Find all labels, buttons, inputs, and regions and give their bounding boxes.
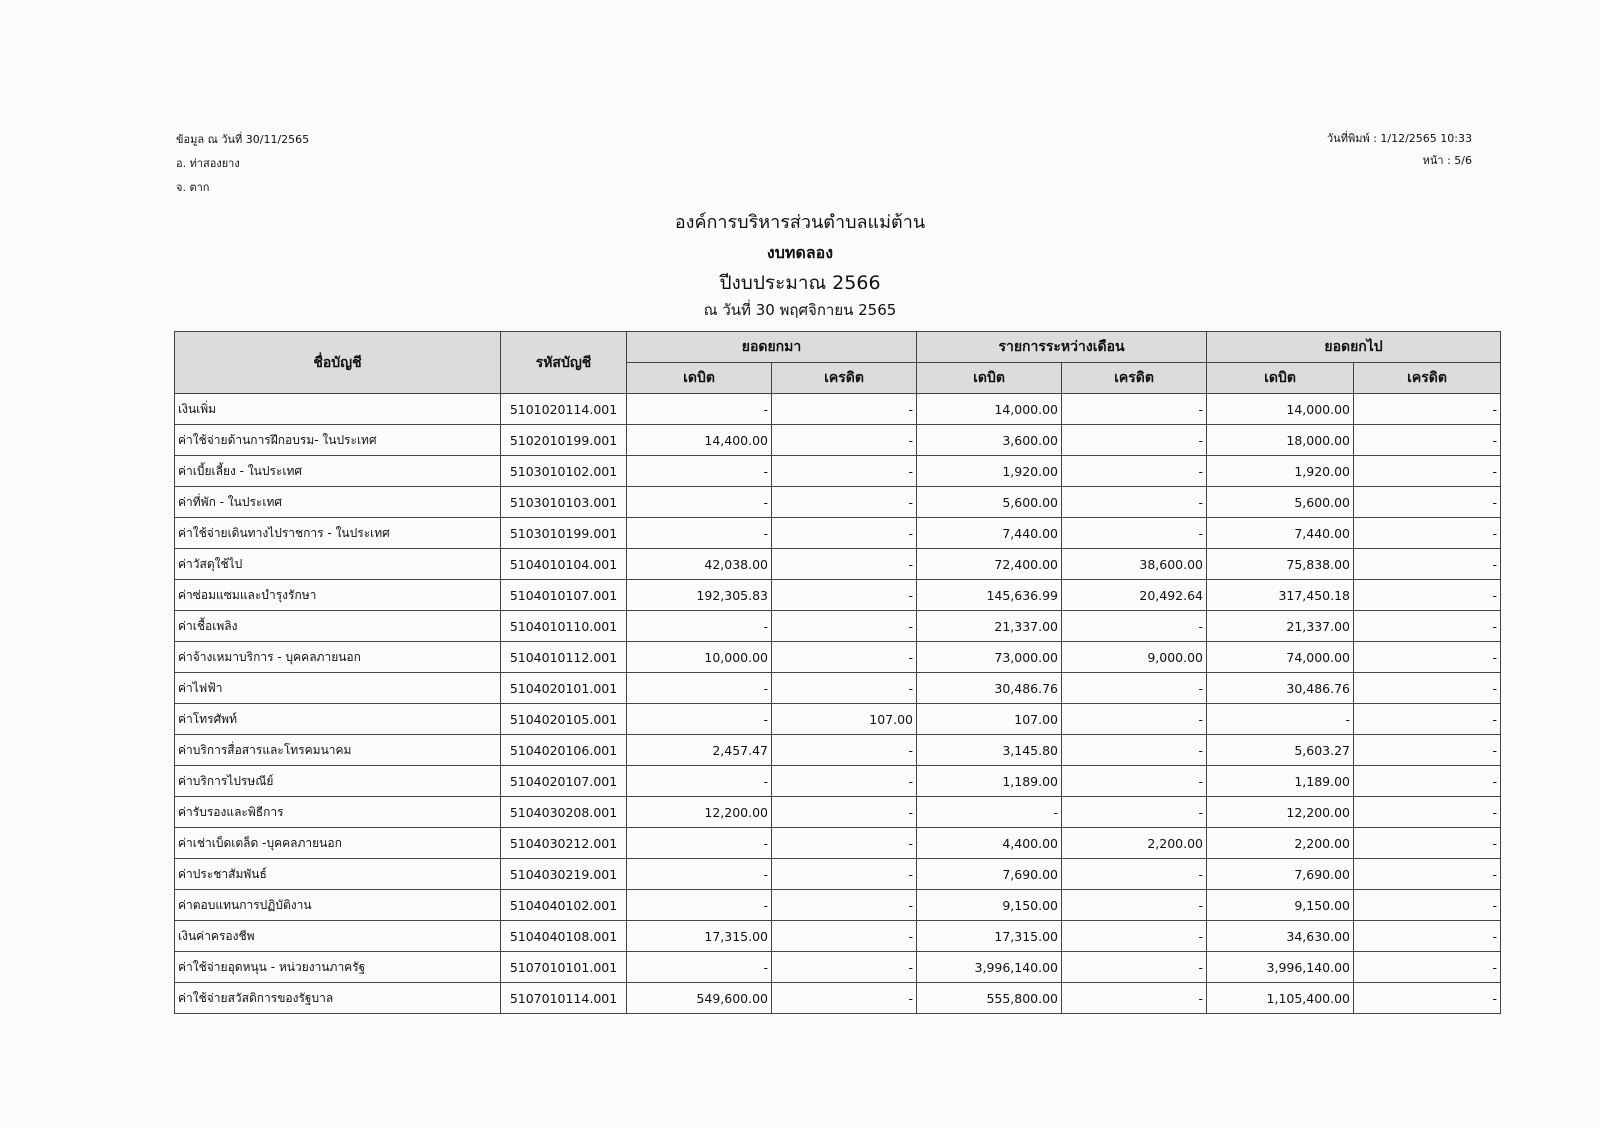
- fiscal-year: ปีงบประมาณ 2566: [719, 272, 881, 294]
- carried-in-debit-cell: -: [627, 611, 772, 642]
- carried-in-debit-cell: 10,000.00: [627, 642, 772, 673]
- account-code-cell: 5107010101.001: [501, 952, 627, 983]
- carried-in-debit-cell: 549,600.00: [627, 983, 772, 1014]
- header-credit: เครดิต: [772, 363, 917, 394]
- table-body: [175, 394, 1501, 1014]
- carried-in-credit-cell: -: [772, 611, 917, 642]
- account-name-cell: เงินเพิ่ม: [175, 394, 501, 425]
- month-debit-cell: 72,400.00: [917, 549, 1062, 580]
- account-code-cell: 5103010103.001: [501, 487, 627, 518]
- carried-out-credit-cell: -: [1354, 394, 1501, 425]
- month-credit-cell: -: [1062, 456, 1207, 487]
- carried-out-credit-cell: -: [1354, 673, 1501, 704]
- month-credit-cell: -: [1062, 518, 1207, 549]
- carried-out-credit-cell: -: [1354, 704, 1501, 735]
- report-meta-right: [1327, 128, 1472, 172]
- month-debit-cell: 145,636.99: [917, 580, 1062, 611]
- account-name-cell: ค่าวัสดุใช้ไป: [175, 549, 501, 580]
- carried-in-debit-cell: 17,315.00: [627, 921, 772, 952]
- carried-in-debit-cell: -: [627, 828, 772, 859]
- table-row: [175, 983, 1501, 1014]
- carried-in-credit-cell: -: [772, 549, 917, 580]
- carried-out-credit-cell: -: [1354, 797, 1501, 828]
- carried-out-debit-cell: -: [1207, 704, 1354, 735]
- district: อ. ท่าสองยาง: [176, 157, 240, 170]
- carried-in-debit-cell: -: [627, 890, 772, 921]
- carried-out-debit-cell: 2,200.00: [1207, 828, 1354, 859]
- month-debit-cell: 7,690.00: [917, 859, 1062, 890]
- header-carried-in: ยอดยกมา: [627, 332, 917, 363]
- carried-out-credit-cell: -: [1354, 549, 1501, 580]
- table-row: [175, 704, 1501, 735]
- carried-in-credit-cell: -: [772, 735, 917, 766]
- carried-out-debit-cell: 7,440.00: [1207, 518, 1354, 549]
- carried-out-credit-cell: -: [1354, 828, 1501, 859]
- carried-in-credit-cell: -: [772, 797, 917, 828]
- header-debit: เดบิต: [1207, 363, 1354, 394]
- table-row: [175, 890, 1501, 921]
- carried-in-debit-cell: 42,038.00: [627, 549, 772, 580]
- trial-balance-table: [174, 331, 1501, 1014]
- table-row: [175, 735, 1501, 766]
- carried-in-debit-cell: 12,200.00: [627, 797, 772, 828]
- account-code-cell: 5104010112.001: [501, 642, 627, 673]
- carried-in-credit-cell: -: [772, 580, 917, 611]
- carried-out-debit-cell: 5,600.00: [1207, 487, 1354, 518]
- carried-out-credit-cell: -: [1354, 611, 1501, 642]
- account-code-cell: 5107010114.001: [501, 983, 627, 1014]
- month-credit-cell: 20,492.64: [1062, 580, 1207, 611]
- carried-out-credit-cell: -: [1354, 642, 1501, 673]
- month-credit-cell: 38,600.00: [1062, 549, 1207, 580]
- month-credit-cell: 9,000.00: [1062, 642, 1207, 673]
- table-row: [175, 518, 1501, 549]
- carried-out-debit-cell: 18,000.00: [1207, 425, 1354, 456]
- month-credit-cell: -: [1062, 487, 1207, 518]
- month-credit-cell: -: [1062, 611, 1207, 642]
- table-row: [175, 642, 1501, 673]
- carried-out-debit-cell: 1,105,400.00: [1207, 983, 1354, 1014]
- carried-in-credit-cell: -: [772, 952, 917, 983]
- month-debit-cell: 30,486.76: [917, 673, 1062, 704]
- header-account-name: ชื่อบัญชี: [175, 332, 501, 394]
- header-credit: เครดิต: [1354, 363, 1501, 394]
- table-row: [175, 425, 1501, 456]
- account-name-cell: ค่าเบี้ยเลี้ยง - ในประเทศ: [175, 456, 501, 487]
- header-carried-out: ยอดยกไป: [1207, 332, 1501, 363]
- account-name-cell: ค่าใช้จ่ายเดินทางไปราชการ - ในประเทศ: [175, 518, 501, 549]
- month-credit-cell: -: [1062, 797, 1207, 828]
- carried-out-credit-cell: -: [1354, 580, 1501, 611]
- month-credit-cell: -: [1062, 983, 1207, 1014]
- header-debit: เดบิต: [627, 363, 772, 394]
- carried-out-credit-cell: -: [1354, 921, 1501, 952]
- month-debit-cell: 7,440.00: [917, 518, 1062, 549]
- carried-out-debit-cell: 30,486.76: [1207, 673, 1354, 704]
- month-debit-cell: 1,189.00: [917, 766, 1062, 797]
- month-credit-cell: -: [1062, 952, 1207, 983]
- account-name-cell: ค่าใช้จ่ายสวัสดิการของรัฐบาล: [175, 983, 501, 1014]
- month-credit-cell: -: [1062, 766, 1207, 797]
- month-credit-cell: -: [1062, 704, 1207, 735]
- report-title-block: [0, 208, 1600, 322]
- account-name-cell: ค่าเช่าเบ็ดเตล็ด -บุคคลภายนอก: [175, 828, 501, 859]
- carried-in-credit-cell: -: [772, 828, 917, 859]
- document-title: งบทดลอง: [766, 243, 834, 262]
- account-name-cell: ค่าใช้จ่ายด้านการฝึกอบรม- ในประเทศ: [175, 425, 501, 456]
- account-name-cell: ค่าจ้างเหมาบริการ - บุคคลภายนอก: [175, 642, 501, 673]
- carried-out-debit-cell: 14,000.00: [1207, 394, 1354, 425]
- carried-in-credit-cell: -: [772, 766, 917, 797]
- carried-in-debit-cell: -: [627, 394, 772, 425]
- header-credit: เครดิต: [1062, 363, 1207, 394]
- table-row: [175, 456, 1501, 487]
- month-debit-cell: 14,000.00: [917, 394, 1062, 425]
- month-credit-cell: -: [1062, 425, 1207, 456]
- account-code-cell: 5104040108.001: [501, 921, 627, 952]
- carried-in-debit-cell: -: [627, 766, 772, 797]
- month-debit-cell: 555,800.00: [917, 983, 1062, 1014]
- carried-out-debit-cell: 3,996,140.00: [1207, 952, 1354, 983]
- carried-in-credit-cell: -: [772, 673, 917, 704]
- carried-in-credit-cell: -: [772, 983, 917, 1014]
- table-row: [175, 828, 1501, 859]
- month-debit-cell: 21,337.00: [917, 611, 1062, 642]
- carried-in-debit-cell: -: [627, 859, 772, 890]
- table-row: [175, 487, 1501, 518]
- month-debit-cell: 1,920.00: [917, 456, 1062, 487]
- month-credit-cell: -: [1062, 673, 1207, 704]
- carried-out-debit-cell: 1,189.00: [1207, 766, 1354, 797]
- account-name-cell: ค่าบริการสื่อสารและโทรคมนาคม: [175, 735, 501, 766]
- carried-in-debit-cell: -: [627, 518, 772, 549]
- carried-out-debit-cell: 74,000.00: [1207, 642, 1354, 673]
- account-name-cell: ค่าไฟฟ้า: [175, 673, 501, 704]
- carried-in-credit-cell: -: [772, 487, 917, 518]
- month-debit-cell: 9,150.00: [917, 890, 1062, 921]
- account-name-cell: ค่าซ่อมแซมและบำรุงรักษา: [175, 580, 501, 611]
- data-date: ข้อมูล ณ วันที่ 30/11/2565: [176, 133, 310, 146]
- carried-in-debit-cell: -: [627, 952, 772, 983]
- carried-in-debit-cell: -: [627, 456, 772, 487]
- account-name-cell: ค่าประชาสัมพันธ์: [175, 859, 501, 890]
- carried-out-credit-cell: -: [1354, 456, 1501, 487]
- account-code-cell: 5104020101.001: [501, 673, 627, 704]
- organization-name: องค์การบริหารส่วนตำบลแม่ต้าน: [674, 212, 926, 233]
- table-row: [175, 859, 1501, 890]
- carried-in-credit-cell: -: [772, 518, 917, 549]
- account-name-cell: ค่าบริการไปรษณีย์: [175, 766, 501, 797]
- table-row: [175, 921, 1501, 952]
- table-row: [175, 673, 1501, 704]
- account-code-cell: 5101020114.001: [501, 394, 627, 425]
- carried-out-credit-cell: -: [1354, 983, 1501, 1014]
- account-name-cell: ค่าเชื้อเพลิง: [175, 611, 501, 642]
- carried-in-debit-cell: 2,457.47: [627, 735, 772, 766]
- header-during-month: รายการระหว่างเดือน: [917, 332, 1207, 363]
- month-debit-cell: 5,600.00: [917, 487, 1062, 518]
- table-row: [175, 766, 1501, 797]
- account-name-cell: ค่ารับรองและพิธีการ: [175, 797, 501, 828]
- table-row: [175, 549, 1501, 580]
- carried-in-credit-cell: -: [772, 859, 917, 890]
- report-meta-left: [176, 128, 309, 200]
- month-debit-cell: 107.00: [917, 704, 1062, 735]
- carried-in-credit-cell: -: [772, 394, 917, 425]
- carried-out-debit-cell: 75,838.00: [1207, 549, 1354, 580]
- month-debit-cell: 3,145.80: [917, 735, 1062, 766]
- carried-in-credit-cell: -: [772, 642, 917, 673]
- carried-out-debit-cell: 9,150.00: [1207, 890, 1354, 921]
- account-code-cell: 5104030219.001: [501, 859, 627, 890]
- carried-out-credit-cell: -: [1354, 487, 1501, 518]
- account-code-cell: 5102010199.001: [501, 425, 627, 456]
- carried-in-credit-cell: -: [772, 456, 917, 487]
- carried-out-debit-cell: 7,690.00: [1207, 859, 1354, 890]
- month-debit-cell: 4,400.00: [917, 828, 1062, 859]
- carried-out-debit-cell: 12,200.00: [1207, 797, 1354, 828]
- carried-in-debit-cell: 14,400.00: [627, 425, 772, 456]
- carried-out-credit-cell: -: [1354, 766, 1501, 797]
- carried-in-credit-cell: -: [772, 921, 917, 952]
- carried-out-debit-cell: 34,630.00: [1207, 921, 1354, 952]
- month-credit-cell: 2,200.00: [1062, 828, 1207, 859]
- month-credit-cell: -: [1062, 735, 1207, 766]
- carried-in-credit-cell: 107.00: [772, 704, 917, 735]
- carried-in-debit-cell: -: [627, 487, 772, 518]
- carried-out-credit-cell: -: [1354, 425, 1501, 456]
- month-credit-cell: -: [1062, 394, 1207, 425]
- carried-out-debit-cell: 1,920.00: [1207, 456, 1354, 487]
- month-debit-cell: -: [917, 797, 1062, 828]
- account-name-cell: ค่าใช้จ่ายอุดหนุน - หน่วยงานภาครัฐ: [175, 952, 501, 983]
- month-credit-cell: -: [1062, 859, 1207, 890]
- account-code-cell: 5104010110.001: [501, 611, 627, 642]
- account-code-cell: 5104030208.001: [501, 797, 627, 828]
- carried-in-credit-cell: -: [772, 425, 917, 456]
- account-name-cell: เงินค่าครองชีพ: [175, 921, 501, 952]
- month-credit-cell: -: [1062, 921, 1207, 952]
- carried-out-credit-cell: -: [1354, 518, 1501, 549]
- print-date: วันที่พิมพ์ : 1/12/2565 10:33: [1327, 132, 1472, 145]
- table-row: [175, 797, 1501, 828]
- carried-out-debit-cell: 317,450.18: [1207, 580, 1354, 611]
- carried-out-credit-cell: -: [1354, 735, 1501, 766]
- account-name-cell: ค่าตอบแทนการปฏิบัติงาน: [175, 890, 501, 921]
- carried-out-credit-cell: -: [1354, 859, 1501, 890]
- table-row: [175, 611, 1501, 642]
- account-code-cell: 5103010102.001: [501, 456, 627, 487]
- carried-in-debit-cell: 192,305.83: [627, 580, 772, 611]
- carried-out-debit-cell: 5,603.27: [1207, 735, 1354, 766]
- account-code-cell: 5104010104.001: [501, 549, 627, 580]
- month-debit-cell: 17,315.00: [917, 921, 1062, 952]
- account-code-cell: 5103010199.001: [501, 518, 627, 549]
- carried-out-credit-cell: -: [1354, 952, 1501, 983]
- table-row: [175, 952, 1501, 983]
- account-code-cell: 5104030212.001: [501, 828, 627, 859]
- account-name-cell: ค่าที่พัก - ในประเทศ: [175, 487, 501, 518]
- header-account-code: รหัสบัญชี: [501, 332, 627, 394]
- carried-in-debit-cell: -: [627, 704, 772, 735]
- account-code-cell: 5104040102.001: [501, 890, 627, 921]
- month-debit-cell: 3,600.00: [917, 425, 1062, 456]
- account-name-cell: ค่าโทรศัพท์: [175, 704, 501, 735]
- account-code-cell: 5104020106.001: [501, 735, 627, 766]
- page-number: หน้า : 5/6: [1422, 154, 1472, 167]
- table-row: [175, 394, 1501, 425]
- month-credit-cell: -: [1062, 890, 1207, 921]
- month-debit-cell: 73,000.00: [917, 642, 1062, 673]
- table-row: [175, 580, 1501, 611]
- carried-in-debit-cell: -: [627, 673, 772, 704]
- province: จ. ตาก: [176, 181, 210, 194]
- carried-out-credit-cell: -: [1354, 890, 1501, 921]
- carried-in-credit-cell: -: [772, 890, 917, 921]
- account-code-cell: 5104020105.001: [501, 704, 627, 735]
- header-debit: เดบิต: [917, 363, 1062, 394]
- carried-out-debit-cell: 21,337.00: [1207, 611, 1354, 642]
- account-code-cell: 5104020107.001: [501, 766, 627, 797]
- as-of-date: ณ วันที่ 30 พฤศจิกายน 2565: [703, 301, 897, 319]
- account-code-cell: 5104010107.001: [501, 580, 627, 611]
- month-debit-cell: 3,996,140.00: [917, 952, 1062, 983]
